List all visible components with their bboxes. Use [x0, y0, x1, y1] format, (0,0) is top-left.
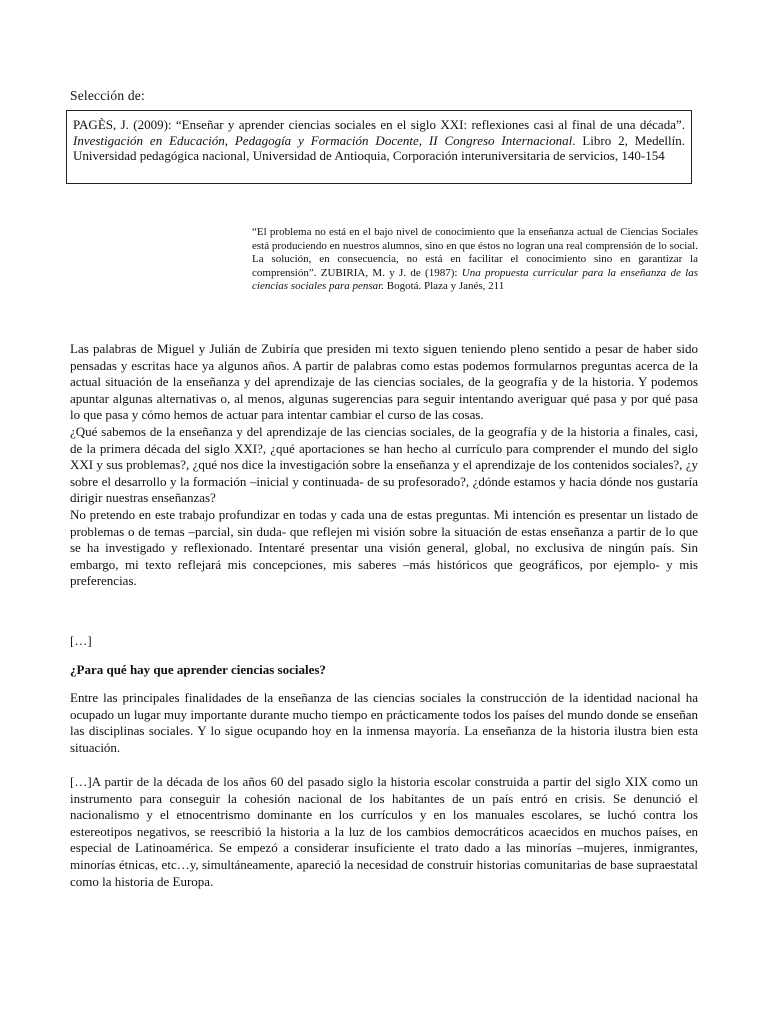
paragraph-questions: ¿Qué sabemos de la enseñanza y del aprendizaje de las ciencias sociales, de la geografía y de la historia a finales, casi, de la primera década del siglo XXI?, ¿qué aportaciones se han hecho al currículo para comprender el mundo del siglo XXI y sus problemas?, ¿qué nos dice la investigación sobre la enseñanza y el aprendizaje de los contenidos sociales?, ¿y sobre el desarrollo y la formación –inicial y continuada- de su profesorado?, ¿dónde estamos y hacia dónde nos gustaría dirigir nuestras enseñanzas?: [70, 423, 698, 506]
paragraph-zubiria: Las palabras de Miguel y Julián de Zubiría que presiden mi texto siguen teniendo pleno sentido a pesar de haber sido pensadas y escritas hace ya algunos años. A partir de palabras como estas podemos formularnos preguntas acerca de la actual situación de la enseñanza y del aprendizaje de las ciencias sociales, de la geografía y de la historia. Y podemos apuntar algunas alternativas o, al menos, algunas sugerencias para seguir intentando averiguar qué pasa y por qué pasa lo que pasa y cómo hemos de actuar para intentar cambiar el curso de las cosas.: [70, 341, 698, 423]
paragraph-history-crisis: […]A partir de la década de los años 60 del pasado siglo la historia escolar construida a partir del siglo XIX como un instrumento para conseguir la cohesión nacional de los habitantes de un país entró en crisis. Se denunció el nacionalismo y el etnocentrismo dominante en los currículos y en los manuales escolares, se luchó contra los estereotipos negativos, se reescribió la historia a la luz de los cambios democráticos acaecidos en muchos países, en especial de Latinoamérica. Se empezó a considerar insuficiente el trato dado a las minorías –mujeres, inmigrantes, minorías étnicas, etc…y, simultáneamente, apareció la necesidad de construir historias comunitarias de base supraestatal como la historia de Europa.: [70, 774, 698, 889]
omission-marker: […]: [70, 633, 92, 648]
citation-journal: Investigación en Educación, Pedagogía y Formación Docente, II Congreso Internacional: [73, 132, 573, 148]
epigraph-quote: [252, 226, 698, 294]
citation-part2: . Libro 2, Medellín. Universidad pedagógica nacional, Universidad de Antioquia, Corporación interuniversitaria de servicios, 140-154: [73, 132, 685, 163]
paragraph-intention: No pretendo en este trabajo profundizar en todas y cada una de estas preguntas. Mi intención es presentar un listado de problemas o de temas –parcial, sin duda- que reflejen mi visión sobre la situación de estas enseñanza a partir de lo que se ha investigado y reflexionado. Intentaré presentar una visión general, global, no exclusiva de ningún país. Sin embargo, mi texto reflejará mis concepciones, mis saberes –más históricos que geográficos, por ejemplo- y mis preferencias.: [70, 506, 698, 589]
citation-box: [66, 110, 692, 184]
selection-label: Selección de:: [70, 88, 145, 103]
intro-paragraphs: [70, 341, 698, 590]
section-heading: ¿Para qué hay que aprender ciencias sociales?: [70, 662, 326, 677]
citation-part1: PAGÈS, J. (2009): “Enseñar y aprender ciencias sociales en el siglo XXI: reflexiones casi al final de una década”.: [73, 117, 685, 132]
epigraph-publisher: Bogotá. Plaza y Janés, 211: [383, 280, 505, 293]
epigraph-text: “El problema no está en el bajo nivel de conocimiento que la enseñanza actual de Ciencias Sociales está produciendo en nuestros alumnos, sino en que éstos no logran una real comprensión de lo social. La solución, en consecuencia, no está en facilitar el conocimiento sino en garantizar la comprensión”. ZUBIRIA, M. y J. de (1987):: [252, 226, 698, 279]
paragraph-national-identity: Entre las principales finalidades de la enseñanza de las ciencias sociales la construcción de la identidad nacional ha ocupado un lugar muy importante durante mucho tiempo en prácticamente todos los países del mundo donde se enseñan las disciplinas sociales. Y lo sigue ocupando hoy en la inmensa mayoría. La enseñanza de la historia ilustra bien esta situación.: [70, 690, 698, 755]
epigraph-book-title: Una propuesta curricular para la enseñanza de las ciencias sociales para pensar.: [252, 266, 698, 293]
